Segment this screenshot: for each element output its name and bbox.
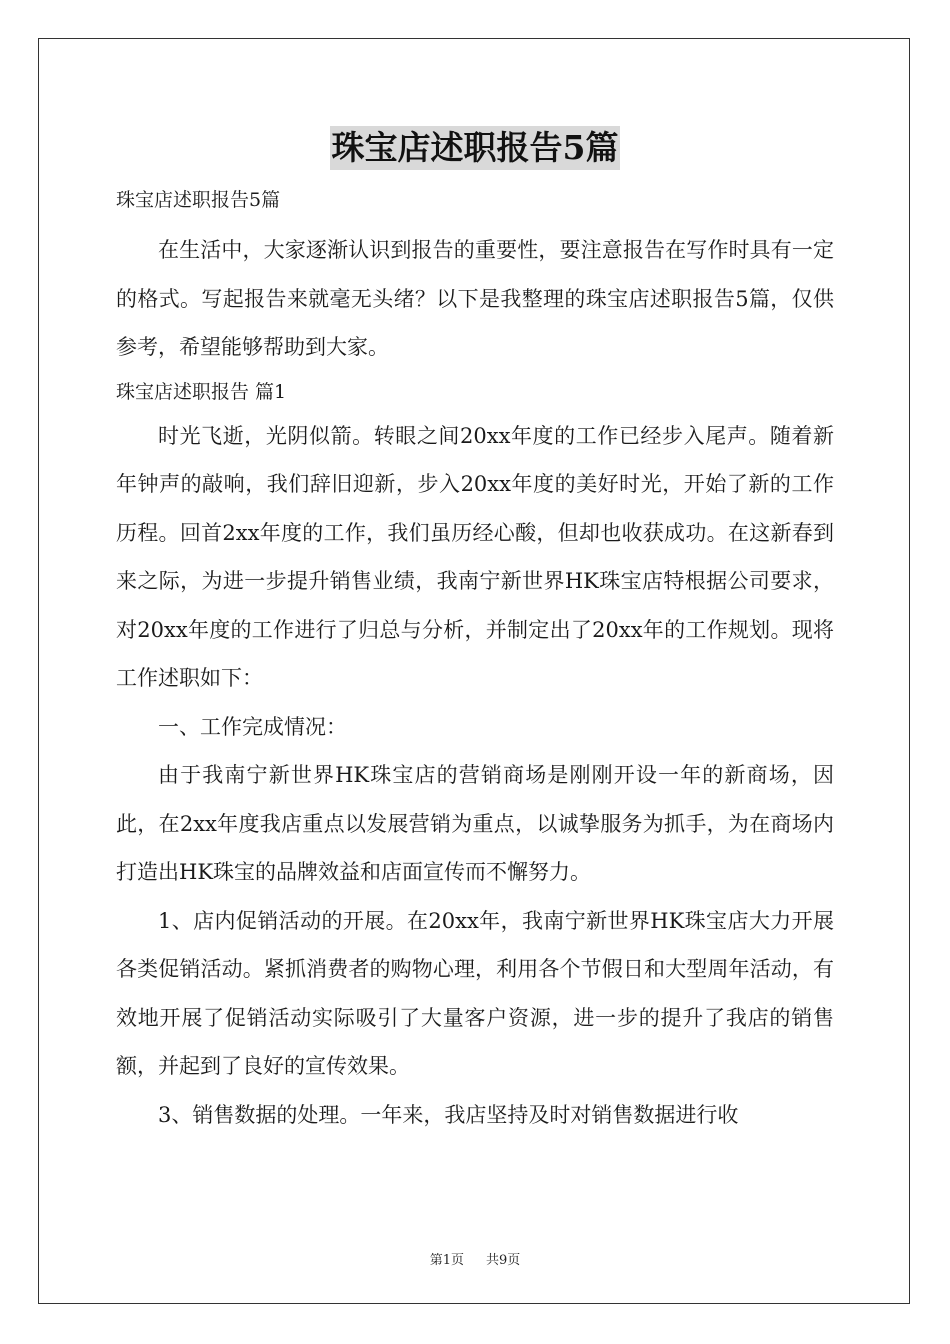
page-footer — [0, 1249, 950, 1268]
body-paragraph: 3、销售数据的处理。一年来，我店坚持及时对销售数据进行收 — [158, 1102, 739, 1127]
body-paragraph: 1、店内促销活动的开展。在20xx年，我南宁新世界HK珠宝店大力开展各类促销活动。紧抓消费者的购物心理，利用各个节假日和大型周年活动，有效地开展了促销活动实际吸引了大量客户资源，进一步的提升了我店的销售额，并起到了良好的宣传效果。 — [116, 908, 834, 1078]
document-subtitle: 珠宝店述职报告5篇 — [116, 189, 281, 211]
page-number: 第1页 — [429, 1253, 464, 1268]
page-total: 共9页 — [486, 1253, 521, 1268]
subsection-heading: 一、工作完成情况： — [158, 714, 347, 739]
body-paragraph: 由于我南宁新世界HK珠宝店的营销商场是刚刚开设一年的新商场，因此，在2xx年度我店重点以发展营销为重点，以诚挚服务为抓手，为在商场内打造出HK珠宝的品牌效益和店面宣传而不懈努力。 — [116, 763, 834, 884]
body-paragraph: 时光飞逝，光阴似箭。转眼之间20xx年度的工作已经步入尾声。随着新年钟声的敲响，我们辞旧迎新，步入20xx年度的美好时光，开始了新的工作历程。回首2xx年度的工作，我们虽历经心酸，但却也收获成功。在这新春到来之际，为进一步提升销售业绩，我南宁新世界HK珠宝店特根据公司要求，对20xx年度的工作进行了归总与分析，并制定出了20xx年的工作规划。现将工作述职如下： — [116, 423, 834, 690]
document-title: 珠宝店述职报告5篇 — [330, 126, 621, 170]
title-container — [0, 126, 950, 170]
document-body — [116, 180, 834, 1139]
section-heading: 珠宝店述职报告 篇1 — [116, 380, 287, 403]
intro-paragraph: 在生活中，大家逐渐认识到报告的重要性，要注意报告在写作时具有一定的格式。写起报告来就毫无头绪？以下是我整理的珠宝店述职报告5篇，仅供参考，希望能够帮助到大家。 — [116, 238, 834, 359]
